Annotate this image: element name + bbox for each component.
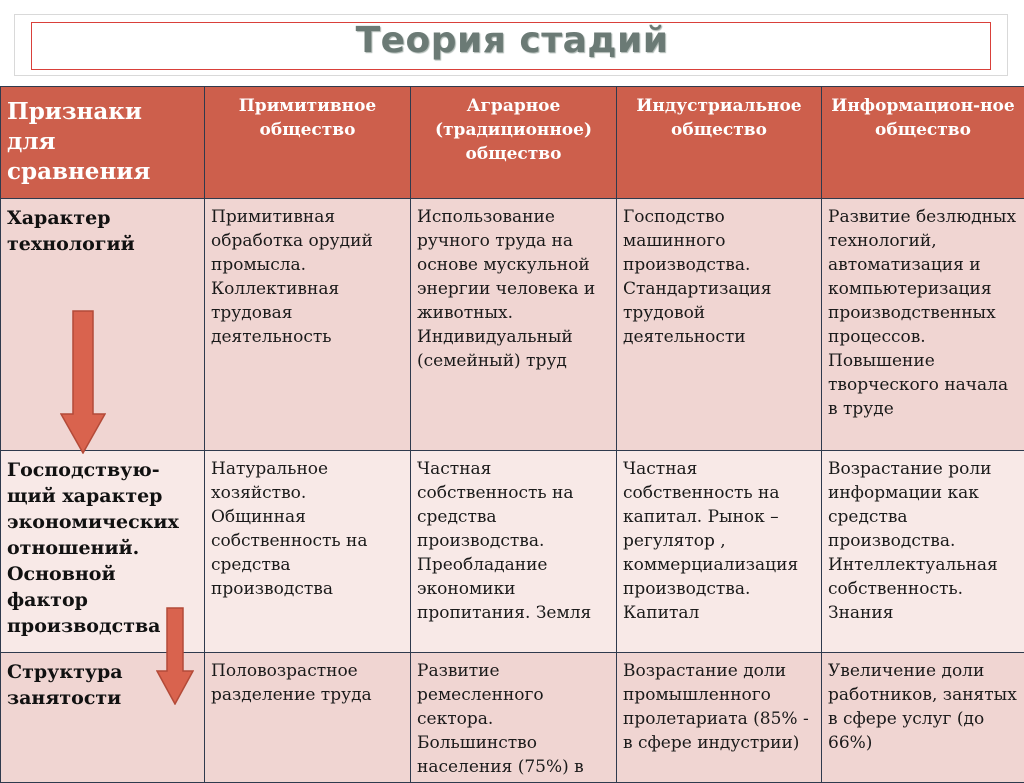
table-row <box>1 199 1024 451</box>
row-label: Господствую-щий характер экономических отношений. Основной фактор производства <box>1 451 205 653</box>
table-cell: Развитие безлюдных технологий, автоматизация и компьютеризация производственных процессов. Повышение творческого начала в труде <box>822 199 1024 451</box>
page-title: Теория стадий <box>0 20 1024 61</box>
header-criteria: Признаки для сравнения <box>1 87 205 199</box>
table-row <box>1 653 1024 783</box>
table-cell: Господство машинного производства. Стандартизация трудовой деятельности <box>617 199 822 451</box>
down-arrow-icon <box>60 310 106 454</box>
row-label: Структура занятости <box>1 653 205 783</box>
table-cell: Частная собственность на капитал. Рынок – регулятор , коммерциализация производства. Капитал <box>617 451 822 653</box>
header-industrial: Индустриальное общество <box>617 87 822 199</box>
table-cell: Частная собственность на средства производства. Преобладание экономики пропитания. Земля <box>411 451 617 653</box>
header-information: Информацион-ное общество <box>822 87 1024 199</box>
header-row <box>1 87 1024 199</box>
table-cell: Использование ручного труда на основе мускульной энергии человека и животных. Индивидуальный (семейный) труд <box>411 199 617 451</box>
table-cell: Увеличение доли работников, занятых в сфере услуг (до 66%) <box>822 653 1024 783</box>
row-label: Характер технологий <box>1 199 205 451</box>
comparison-table <box>0 86 1024 783</box>
table-cell: Возрастание доли промышленного пролетариата (85% - в сфере индустрии) <box>617 653 822 783</box>
down-arrow-icon <box>156 607 194 705</box>
table-cell: Развитие ремесленного сектора. Большинство населения (75%) в <box>411 653 617 783</box>
table-cell: Половозрастное разделение труда <box>205 653 411 783</box>
table-cell: Натуральное хозяйство. Общинная собственность на средства производства <box>205 451 411 653</box>
header-agrarian: Аграрное (традиционное) общество <box>411 87 617 199</box>
header-primitive: Примитивное общество <box>205 87 411 199</box>
table-row <box>1 451 1024 653</box>
table-cell: Возрастание роли информации как средства производства. Интеллектуальная собственность. Знания <box>822 451 1024 653</box>
table-cell: Примитивная обработка орудий промысла. Коллективная трудовая деятельность <box>205 199 411 451</box>
